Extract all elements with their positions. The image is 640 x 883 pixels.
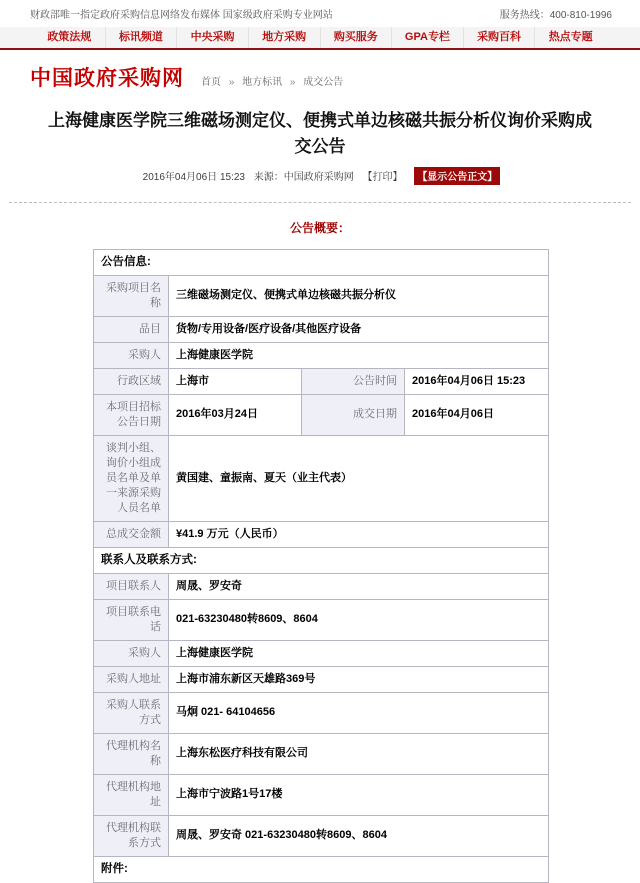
show-announcement-body-button[interactable]: 【显示公告正文】 — [414, 167, 500, 185]
row-label: 采购人 — [94, 342, 169, 368]
article-source: 来源：中国政府采购网 — [253, 171, 354, 183]
table-row — [94, 573, 549, 599]
row-value: 上海东松医疗科技有限公司 — [169, 733, 549, 774]
breadcrumb-home[interactable]: 首页 — [201, 77, 221, 88]
row-value: 上海健康医学院 — [169, 640, 549, 666]
row-value: 上海市浦东新区天雄路369号 — [169, 666, 549, 692]
breadcrumb-separator-icon: » — [228, 77, 235, 88]
service-hotline: 服务热线：400-810-1996 — [499, 10, 612, 21]
nav-item-hot-topics[interactable]: 热点专题 — [534, 27, 606, 48]
row-value: 2016年04月06日 — [405, 394, 549, 435]
table-row — [94, 640, 549, 666]
breadcrumb-local-tenders[interactable]: 地方标讯 — [242, 77, 283, 88]
table-row — [94, 521, 549, 547]
row-value: 上海健康医学院 — [169, 342, 549, 368]
table-row — [94, 435, 549, 521]
breadcrumb-separator-icon: » — [289, 77, 296, 88]
row-value: 货物/专用设备/医疗设备/其他医疗设备 — [169, 316, 549, 342]
table-row — [94, 249, 549, 275]
row-value: ¥41.9 万元（人民币） — [169, 521, 549, 547]
table-row — [94, 774, 549, 815]
row-value: 马炯 021- 64104656 — [169, 692, 549, 733]
table-row — [94, 342, 549, 368]
row-label: 公告时间 — [302, 368, 405, 394]
row-value: 上海市 — [169, 368, 302, 394]
table-row — [94, 316, 549, 342]
table-row — [94, 599, 549, 640]
row-label: 采购人地址 — [94, 666, 169, 692]
dashed-divider — [9, 202, 631, 203]
section-header-cell: 公告信息: — [94, 249, 549, 275]
table-row — [94, 692, 549, 733]
announcement-summary-table — [93, 249, 549, 883]
row-label: 本项目招标公告日期 — [94, 394, 169, 435]
row-label: 采购项目名称 — [94, 275, 169, 316]
nav-item-local-procurement[interactable]: 地方采购 — [248, 27, 320, 48]
row-label: 项目联系人 — [94, 573, 169, 599]
row-label: 总成交金额 — [94, 521, 169, 547]
nav-item-procurement-wiki[interactable]: 采购百科 — [463, 27, 535, 48]
summary-heading: 公告概要： — [289, 220, 350, 235]
nav-item-gpa-column[interactable]: GPA专栏 — [391, 27, 463, 48]
table-row — [94, 815, 549, 856]
section-header-cell: 联系人及联系方式: — [94, 547, 549, 573]
row-label: 项目联系电话 — [94, 599, 169, 640]
row-value: 三维磁场测定仪、便携式单边核磁共振分析仪 — [169, 275, 549, 316]
breadcrumb — [198, 73, 346, 88]
page-title: 上海健康医学院三维磁场测定仪、便携式单边核磁共振分析仪询价采购成交公告 — [48, 111, 592, 157]
nav-item-purchase-services[interactable]: 购买服务 — [320, 27, 392, 48]
nav-item-policies[interactable]: 政策法规 — [47, 31, 92, 43]
row-value: 2016年03月24日 — [169, 394, 302, 435]
table-row — [94, 666, 549, 692]
row-value: 2016年04月06日 15:23 — [405, 368, 549, 394]
row-label: 成交日期 — [302, 394, 405, 435]
row-label: 行政区域 — [94, 368, 169, 394]
top-utility-bar — [0, 0, 640, 27]
row-value: 021-63230480转8609、8604 — [169, 599, 549, 640]
table-row — [94, 368, 549, 394]
announcement-summary — [93, 249, 548, 883]
row-value: 黄国建、童振南、夏天（业主代表） — [169, 435, 549, 521]
row-value: 周晟、罗安奇 — [169, 573, 549, 599]
site-logo[interactable]: 中国政府采购网 — [30, 67, 184, 90]
row-label: 代理机构名称 — [94, 733, 169, 774]
table-row — [94, 733, 549, 774]
site-header — [0, 50, 640, 92]
table-row — [94, 275, 549, 316]
row-label: 采购人联系方式 — [94, 692, 169, 733]
row-label: 代理机构联系方式 — [94, 815, 169, 856]
nav-item-tender-channel[interactable]: 标讯频道 — [105, 27, 177, 48]
nav-item-central-procurement[interactable]: 中央采购 — [176, 27, 248, 48]
print-button[interactable]: 【打印】 — [362, 171, 403, 183]
row-label: 代理机构地址 — [94, 774, 169, 815]
row-label: 采购人 — [94, 640, 169, 666]
breadcrumb-current-page: 成交公告 — [303, 77, 344, 88]
main-navigation — [0, 27, 640, 50]
row-value: 周晟、罗安奇 021-63230480转8609、8604 — [169, 815, 549, 856]
site-tagline: 财政部唯一指定政府采购信息网络发布媒体 国家级政府采购专业网站 — [30, 10, 333, 21]
table-row — [94, 856, 549, 882]
article-meta — [0, 167, 640, 185]
table-row — [94, 547, 549, 573]
section-header-cell: 附件: — [94, 856, 549, 882]
table-row — [94, 394, 549, 435]
publish-datetime: 2016年04月06日 15:23 — [142, 171, 245, 183]
summary-table-body — [94, 249, 549, 882]
row-label: 谈判小组、询价小组成员名单及单一来源采购人员名单 — [94, 435, 169, 521]
row-label: 品目 — [94, 316, 169, 342]
row-value: 上海市宁波路1号17楼 — [169, 774, 549, 815]
